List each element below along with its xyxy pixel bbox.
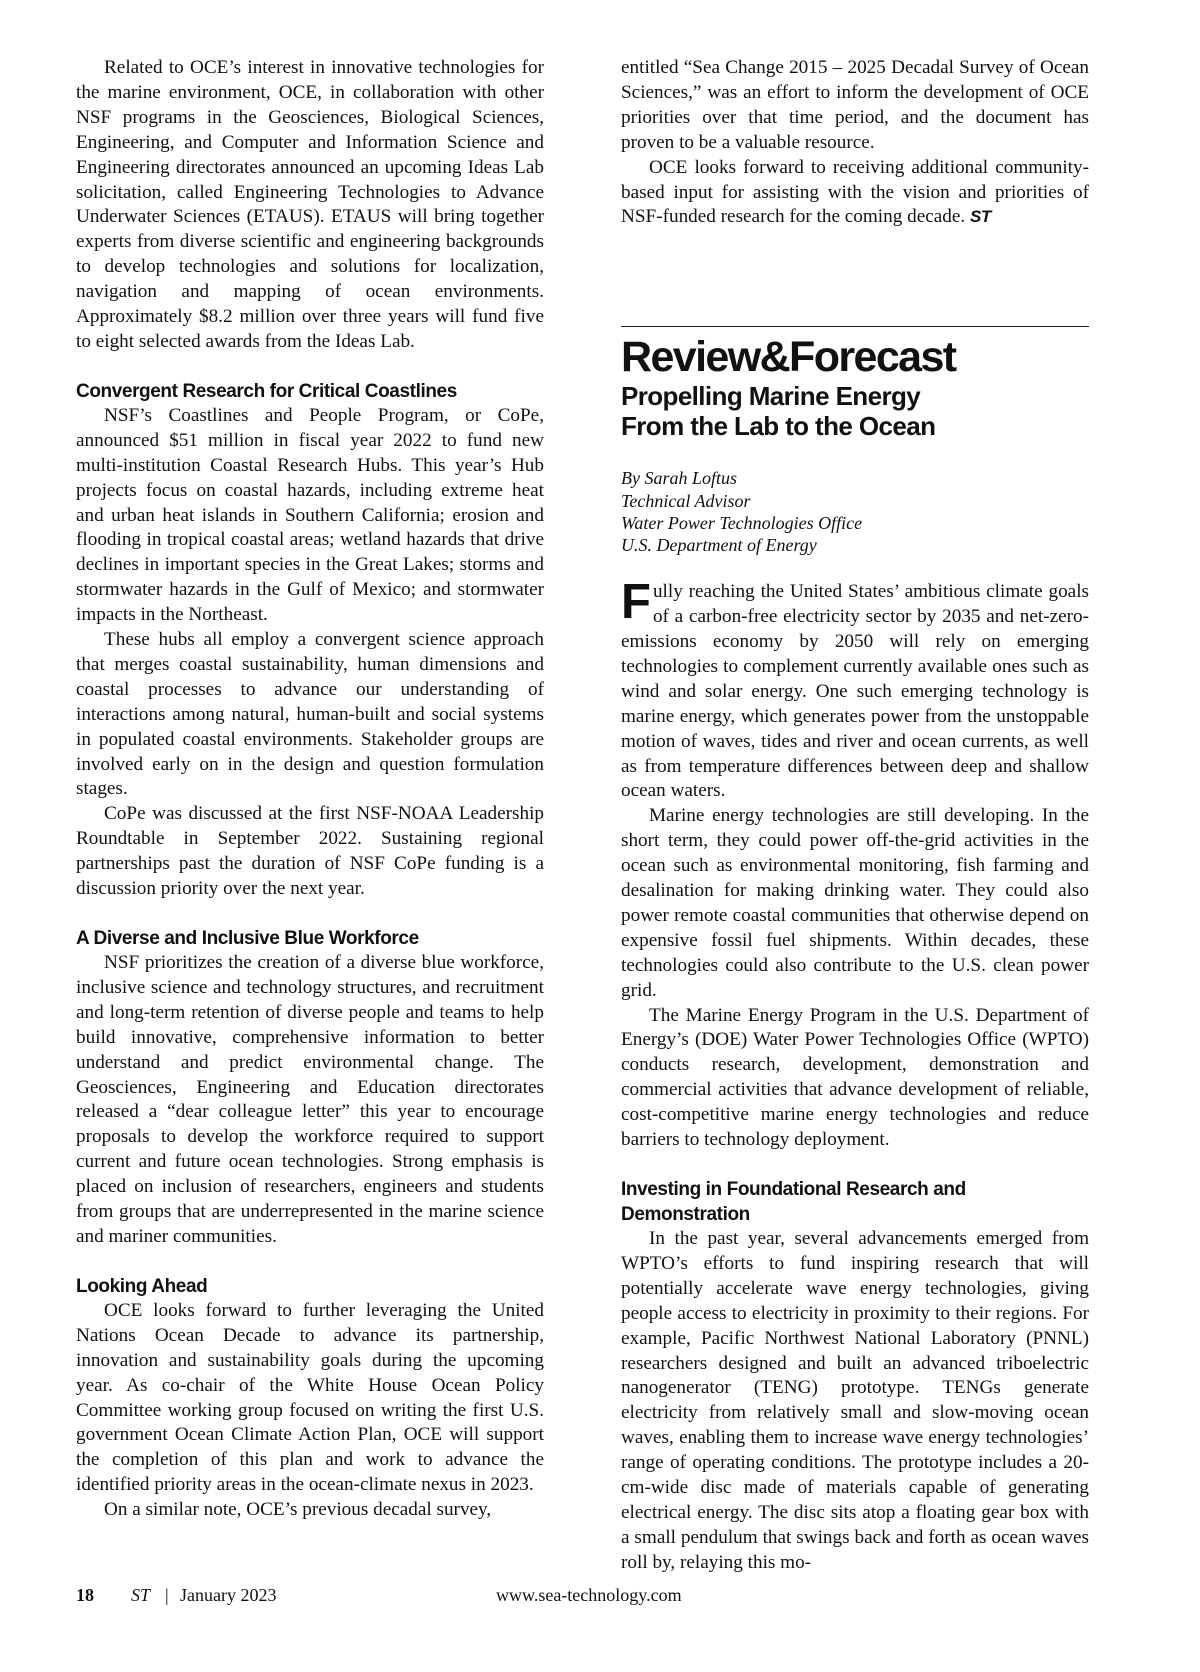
article-title-line-1: Propelling Marine Energy (621, 381, 921, 412)
lead-paragraph (621, 575, 1089, 804)
byline (621, 467, 1089, 556)
page-number: 18 (76, 1585, 94, 1605)
looking-ahead-paragraph-2: On a similar note, OCE’s previous decadal survey, (104, 1499, 492, 1521)
author-title: Technical Advisor (621, 490, 751, 511)
author-department: U.S. Department of Energy (621, 534, 817, 555)
body-paragraph-2: The Marine Energy Program in the U.S. Department of Energy’s (DOE) Water Power Technologies Office (WPTO) conducts research, development, demonstration and commercial activities that advance development of reliable, cost-competitive marine energy technologies and reduce barriers to technology deployment. (621, 1004, 1089, 1151)
investing-paragraph: In the past year, several advancements emerged from WPTO’s efforts to fund inspiring research that will potentially accelerate wave energy technologies, giving people access to electricity in proximity to their regions. For example, Pacific Northwest National Laboratory (PNNL) researchers designed and built an advanced triboelectric nanogenerator (TENG) prototype. TENGs generate electricity from relatively small and slow-moving ocean waves, enabling them to increase wave energy technologies’ range of operating conditions. The prototype includes a 20-cm-wide disc made of materials capable of generating electrical energy. The disc sits atop a floating gear box with a small pendulum that swings back and forth as ocean waves roll by, relaying this mo- (621, 1228, 1089, 1573)
issue-date: January 2023 (180, 1585, 277, 1605)
website-url: www.sea-technology.com (496, 1585, 682, 1605)
intro-paragraph: Related to OCE’s interest in innovative technologies for the marine environment, OCE, in collaboration with other NSF programs in the Geosciences, Biological Sciences, Engineering, and Computer and Information Science and Engineering directorates announced an upcoming Ideas Lab solicitation, called Engineering Technologies to Advance Underwater Sciences (ETAUS). ETAUS will bring together experts from diverse scientific and engineering backgrounds to develop technologies and solutions for localization, navigation and mapping of ocean environments. Approximately $8.2 million over three years will fund five to eight selected awards from the Ideas Lab. (76, 57, 544, 352)
article-title-line-2: From the Lab to the Ocean (621, 411, 936, 442)
workforce-paragraph: NSF prioritizes the creation of a diverse blue workforce, inclusive science and technology structures, and recruitment and long-term retention of diverse people and teams to help build innovative, comprehensive information to better understand and predict environmental change. The Geosciences, Engineering and Education directorates released a “dear colleague letter” this year to encourage proposals to develop the workforce required to support current and future ocean technologies. Strong emphasis is placed on inclusion of researchers, engineers and students from groups that are underrepresented in the marine science and mariner communities. (76, 952, 544, 1247)
st-end-mark: ST (969, 207, 991, 227)
workforce-heading: A Diverse and Inclusive Blue Workforce (76, 928, 419, 949)
drop-cap: F (621, 575, 651, 630)
continuation-paragraph: entitled “Sea Change 2015 – 2025 Decadal Survey of Ocean Sciences,” was an effort to inform the development of OCE priorities over that time period, and the document has proven to be a valuable resource. (621, 57, 1089, 153)
right-column (621, 56, 1089, 1576)
left-column (76, 56, 544, 1523)
closing-paragraph (621, 156, 1089, 231)
section-divider (621, 326, 1089, 327)
author-office: Water Power Technologies Office (621, 512, 863, 533)
looking-ahead-heading: Looking Ahead (76, 1275, 208, 1297)
closing-text: OCE looks forward to receiving additional community-based input for assisting with the vision and priorities of NSF-funded research for the coming decade. (621, 156, 1089, 228)
body-paragraph-1: Marine energy technologies are still developing. In the short term, they could power off-the-grid activities in the ocean such as environmental monitoring, fish farming and desalination for making drinking water. They could also power remote coastal communities that otherwise depend on expensive fossil fuel shipments. Within decades, these technologies could also contribute to the U.S. clean power grid. (621, 805, 1089, 1001)
publication-name: ST (131, 1585, 151, 1605)
lead-text: ully reaching the United States’ ambitious climate goals of a carbon-free electricity sector by 2035 and net-zero-emissions economy by 2050 will rely on emerging technologies to complement currently available ones such as wind and solar energy. One such emerging technology is marine energy, which generates power from the unstoppable motion of waves, tides and river and ocean currents, as well as from temperature differences between deep and shallow ocean waters. (621, 581, 1089, 802)
convergent-heading: Convergent Research for Critical Coastlines (76, 380, 457, 402)
footer-separator: | (165, 1585, 169, 1605)
convergent-paragraph-2: These hubs all employ a convergent science approach that merges coastal sustainability, human dimensions and coastal processes to advance our understanding of interactions among natural, human-built and social systems in populated coastal environments. Stakeholder groups are involved early on in the design and question formulation stages. (76, 629, 544, 800)
page-footer (76, 1583, 1126, 1607)
looking-ahead-paragraph-1: OCE looks forward to further leveraging the United Nations Ocean Decade to advance its partnership, innovation and sustainability goals during the upcoming year. As co-chair of the White House Ocean Policy Committee working group focused on writing the first U.S. government Ocean Climate Action Plan, OCE will support the completion of this plan and work to advance the identified priority areas in the ocean-climate nexus in 2023. (76, 1299, 544, 1496)
section-title: Review&Forecast (621, 333, 956, 382)
author-name: By Sarah Loftus (621, 468, 738, 489)
investing-heading: Investing in Foundational Research and Demonstration (621, 1179, 966, 1225)
convergent-paragraph-1: NSF’s Coastlines and People Program, or CoPe, announced $51 million in fiscal year 2022 to fund new multi-institution Coastal Research Hubs. This year’s Hub projects focus on coastal hazards, including extreme heat and urban heat islands in Southern California; erosion and flooding in tropical coastal areas; wetland hazards that drive declines in important species in the Great Lakes; storms and stormwater hazards in the Gulf of Mexico; and stormwater impacts in the Northeast. (76, 404, 544, 626)
convergent-paragraph-3: CoPe was discussed at the first NSF-NOAA Leadership Roundtable in September 2022. Sustaining regional partnerships past the duration of NSF CoPe funding is a discussion priority over the next year. (76, 803, 544, 900)
